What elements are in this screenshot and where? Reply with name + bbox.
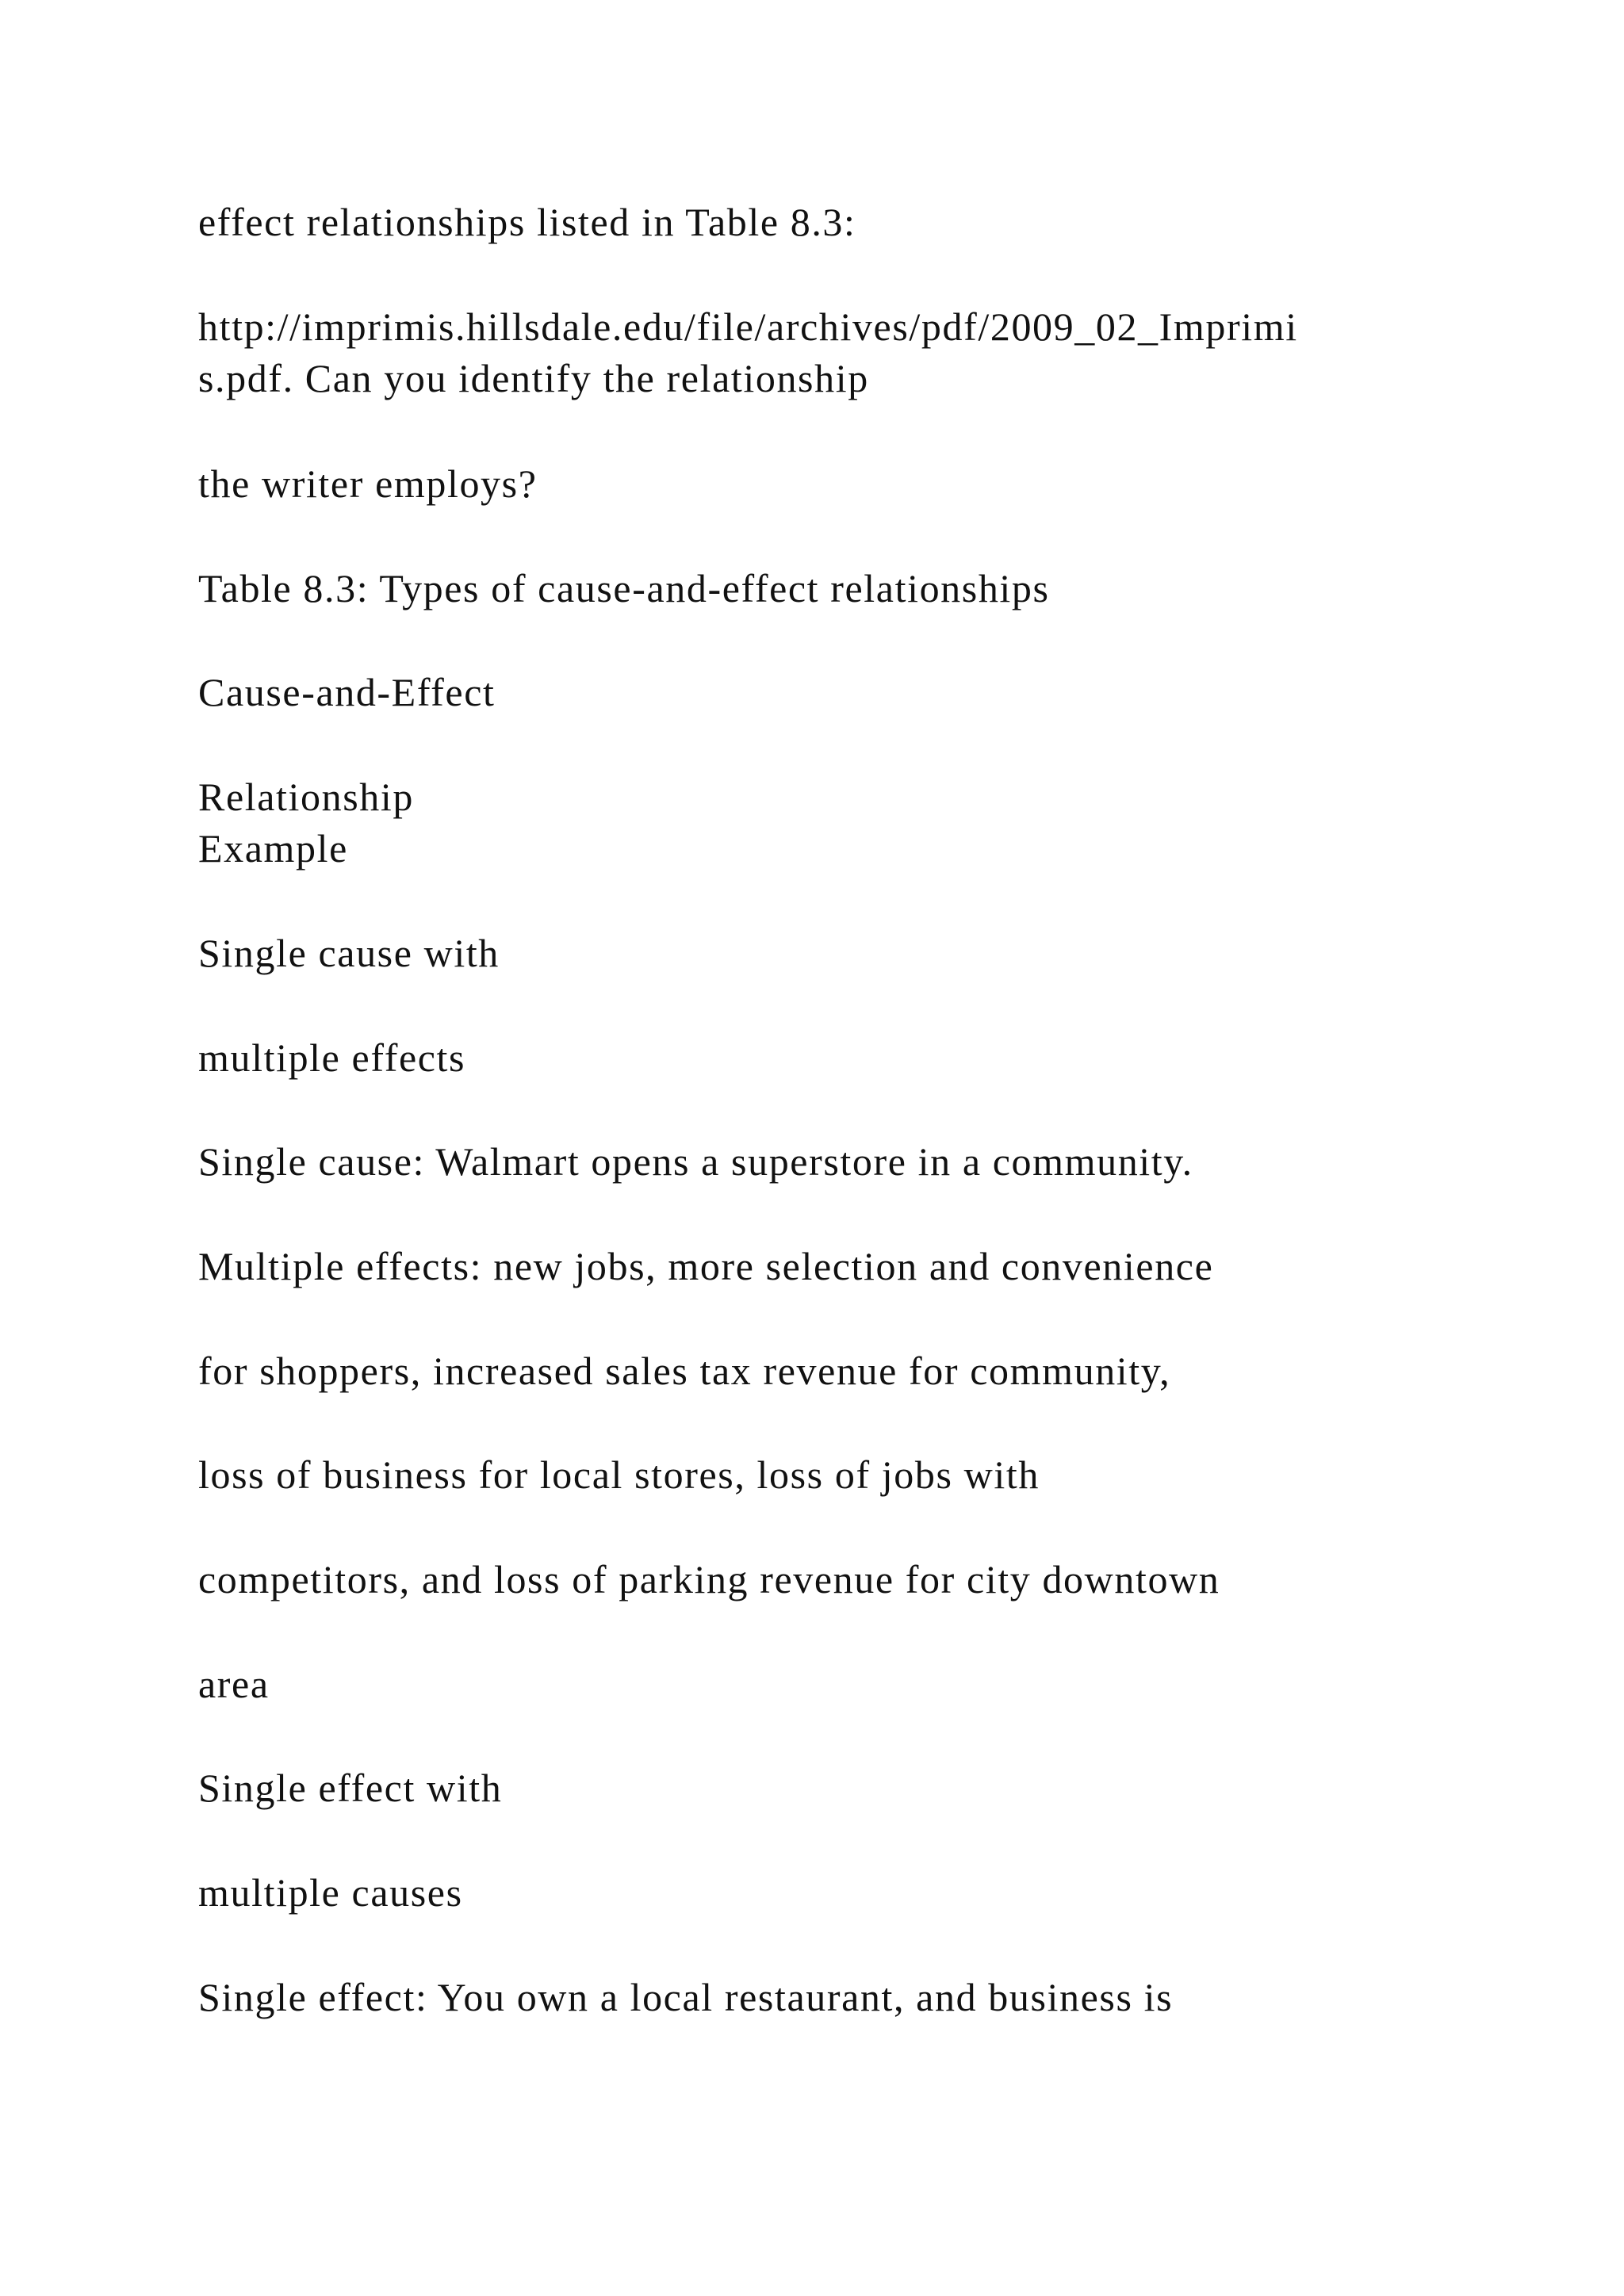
table-header-example: Example — [198, 826, 348, 871]
table-cell-example: Single cause: Walmart opens a superstore in a community. — [198, 1139, 1193, 1184]
table-cell-relationship: Single cause with — [198, 931, 500, 975]
table-header-relationship: Relationship — [198, 775, 414, 819]
text-line: s.pdf. Can you identify the relationship — [198, 356, 869, 400]
text-line: http://imprimis.hillsdale.edu/file/archives/pdf/2009_02_Imprimi — [198, 304, 1298, 349]
table-cell-relationship: multiple effects — [198, 1035, 466, 1080]
table-cell-example: Multiple effects: new jobs, more selection and convenience — [198, 1244, 1214, 1288]
table-cell-example: loss of business for local stores, loss of jobs with — [198, 1452, 1040, 1497]
table-caption: Table 8.3: Types of cause-and-effect relationships — [198, 566, 1050, 610]
table-cell-relationship: multiple causes — [198, 1870, 463, 1915]
text-line: the writer employs? — [198, 461, 538, 506]
table-cell-example: for shoppers, increased sales tax revenue for community, — [198, 1349, 1171, 1393]
table-cell-relationship: Single effect with — [198, 1766, 503, 1810]
text-line: effect relationships listed in Table 8.3: — [198, 200, 856, 244]
table-header-relationship: Cause-and-Effect — [198, 670, 496, 714]
table-cell-example: area — [198, 1662, 270, 1706]
table-cell-example: competitors, and loss of parking revenue for city downtown — [198, 1557, 1220, 1601]
table-cell-example: Single effect: You own a local restaurant, and business is — [198, 1975, 1174, 2019]
